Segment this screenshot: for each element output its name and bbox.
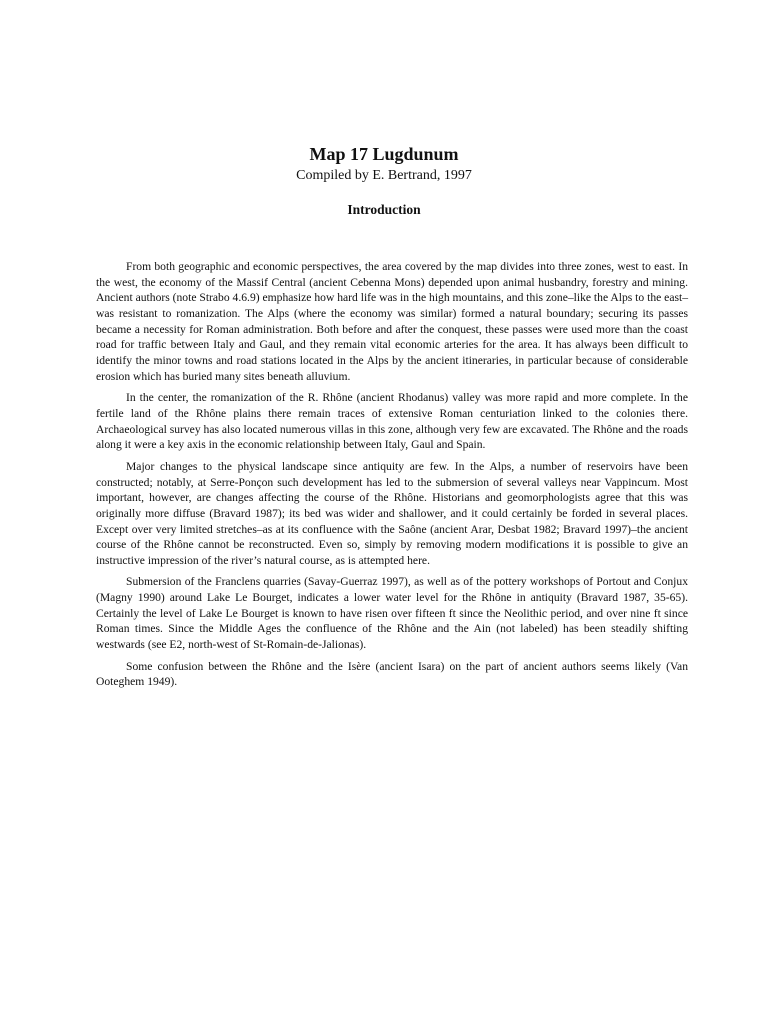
- body-text: [96, 259, 688, 696]
- section-heading: Introduction: [347, 202, 421, 217]
- paragraph: From both geographic and economic perspectives, the area covered by the map divides into three zones, west to east. In the west, the economy of the Massif Central (ancient Cebenna Mons) depended upon animal husbandry, forestry and mining. Ancient authors (note Strabo 4.6.9) emphasize how hard life was in the high mountains, and this zone–like the Alps to the east–was resistant to romanization. The Alps (where the economy was similar) formed a natural boundary; securing its passes became a necessity for Roman administration. Both before and after the conquest, these passes were used more than the coast road for traffic between Italy and Gaul, and they remain vital economic arteries for the area. It has always been difficult to identify the minor towns and road stations located in the Alps by the ancient itineraries, in particular because of considerable erosion which has buried many sites beneath alluvium.: [96, 260, 688, 383]
- paragraph: In the center, the romanization of the R. Rhône (ancient Rhodanus) valley was more rapid and more complete. In the fertile land of the Rhône plains there remain traces of extensive Roman centuriation linked to the colonies there. Archaeological survey has also located numerous villas in this zone, although very few are excavated. The Rhône and the roads along it were a key axis in the economic relationship between Italy, Gaul and Spain.: [96, 391, 688, 452]
- page-title: Map 17 Lugdunum: [309, 144, 459, 164]
- paragraph: Some confusion between the Rhône and the Isère (ancient Isara) on the part of ancient authors seems likely (Van Ooteghem 1949).: [96, 659, 688, 689]
- page-subtitle: Compiled by E. Bertrand, 1997: [296, 168, 472, 183]
- paragraph: Major changes to the physical landscape since antiquity are few. In the Alps, a number of reservoirs have been constructed; notably, at Serre-Ponçon such development has led to the submersion of several valleys near Vappincum. Most important, however, are changes affecting the course of the Rhône. Historians and geomorphologists agree that this was originally more diffuse (Bravard 1987); its bed was wider and shallower, and it could certainly be forded in several places. Except over very limited stretches–as at its confluence with the Saône (ancient Arar, Desbat 1982; Bravard 1997)–the ancient course of the Rhône cannot be reconstructed. Even so, simply by removing modern modifications it is possible to give an instructive impression of the river’s natural course, as is attempted here.: [96, 459, 688, 567]
- paragraph: Submersion of the Franclens quarries (Savay-Guerraz 1997), as well as of the pottery workshops of Portout and Conjux (Magny 1990) around Lake Le Bourget, indicates a lower water level for the Rhône in antiquity (Bravard 1987, 35-65). Certainly the level of Lake Le Bourget is known to have risen over fifteen ft since the Neolithic period, and over nine ft since Roman times. Since the Middle Ages the confluence of the Rhône and the Ain (not labeled) has been steadily shifting westwards (see E2, north-west of St-Romain-de-Jalionas).: [96, 575, 688, 652]
